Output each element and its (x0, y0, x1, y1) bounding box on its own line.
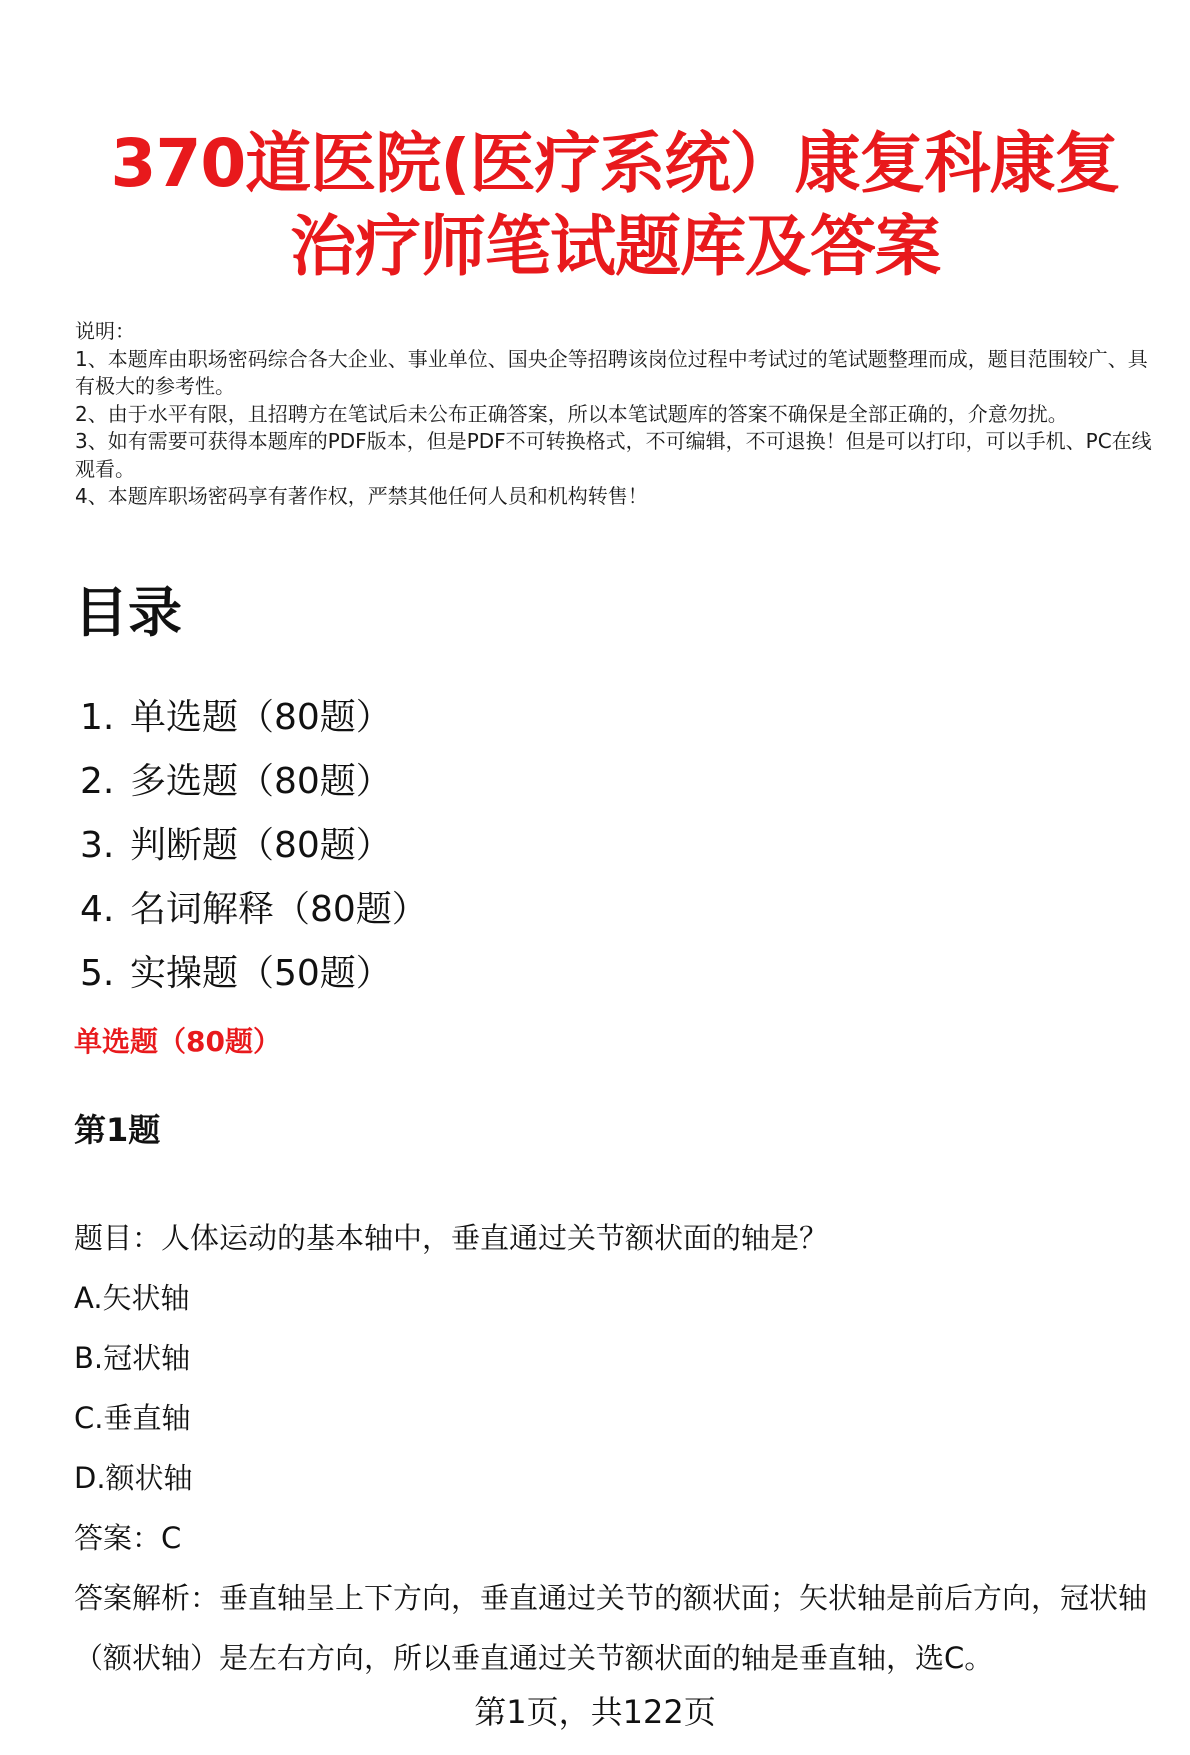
instruction-item: 4、本题库职场密码享有著作权，严禁其他任何人员和机构转售！ (75, 484, 648, 508)
instructions-block (75, 318, 1155, 511)
toc-item-number: 1. (80, 697, 115, 738)
toc-item-label: 多选题（80题） (130, 761, 392, 802)
instruction-item: 3、如有需要可获得本题库的PDF版本，但是PDF不可转换格式，不可编辑，不可退换！但是可以打印，可以手机、PC在线观看。 (75, 429, 1152, 481)
toc-item-single-choice[interactable] (80, 686, 428, 750)
table-of-contents (80, 686, 428, 1006)
option-d: D.额状轴 (74, 1461, 193, 1495)
document-title-line-1: 370道医院(医疗系统）康复科康复 (110, 125, 1120, 202)
document-title-line-2: 治疗师笔试题库及答案 (290, 208, 940, 285)
toc-item-multiple-choice[interactable] (80, 750, 428, 814)
question-number: 第1题 (74, 1111, 161, 1149)
instruction-item: 1、本题库由职场密码综合各大企业、事业单位、国央企等招聘该岗位过程中考试过的笔试题整理而成，题目范围较广、具有极大的参考性。 (75, 346, 1148, 398)
option-a: A.矢状轴 (74, 1281, 190, 1315)
question-stem: 题目：人体运动的基本轴中，垂直通过关节额状面的轴是？ (74, 1221, 829, 1255)
question-block (74, 1208, 1154, 1688)
toc-item-label: 实操题（50题） (130, 953, 392, 994)
toc-item-label: 单选题（80题） (130, 697, 392, 738)
toc-heading: 目录 (74, 581, 182, 644)
toc-item-number: 3. (80, 825, 115, 866)
toc-item-true-false[interactable] (80, 814, 428, 878)
answer-analysis: 答案解析：垂直轴呈上下方向，垂直通过关节的额状面；矢状轴是前后方向，冠状轴（额状轴）是左右方向，所以垂直通过关节额状面的轴是垂直轴，选C。 (74, 1581, 1148, 1675)
toc-item-number: 2. (80, 761, 115, 802)
option-c: C.垂直轴 (74, 1401, 191, 1435)
toc-item-practical[interactable] (80, 942, 428, 1006)
toc-item-term-definition[interactable] (80, 878, 428, 942)
toc-item-label: 判断题（80题） (130, 825, 392, 866)
toc-item-number: 4. (80, 889, 115, 930)
instruction-item: 2、由于水平有限，且招聘方在笔试后未公布正确答案，所以本笔试题库的答案不确保是全部正确的，介意勿扰。 (75, 401, 1068, 426)
answer: 答案：C (74, 1521, 182, 1555)
page-footer: 第1页，共122页 (474, 1693, 716, 1731)
instructions-label: 说明： (75, 319, 135, 343)
toc-item-label: 名词解释（80题） (130, 889, 428, 930)
section-title: 单选题（80题） (74, 1025, 281, 1058)
toc-item-number: 5. (80, 953, 115, 994)
option-b: B.冠状轴 (74, 1341, 191, 1375)
